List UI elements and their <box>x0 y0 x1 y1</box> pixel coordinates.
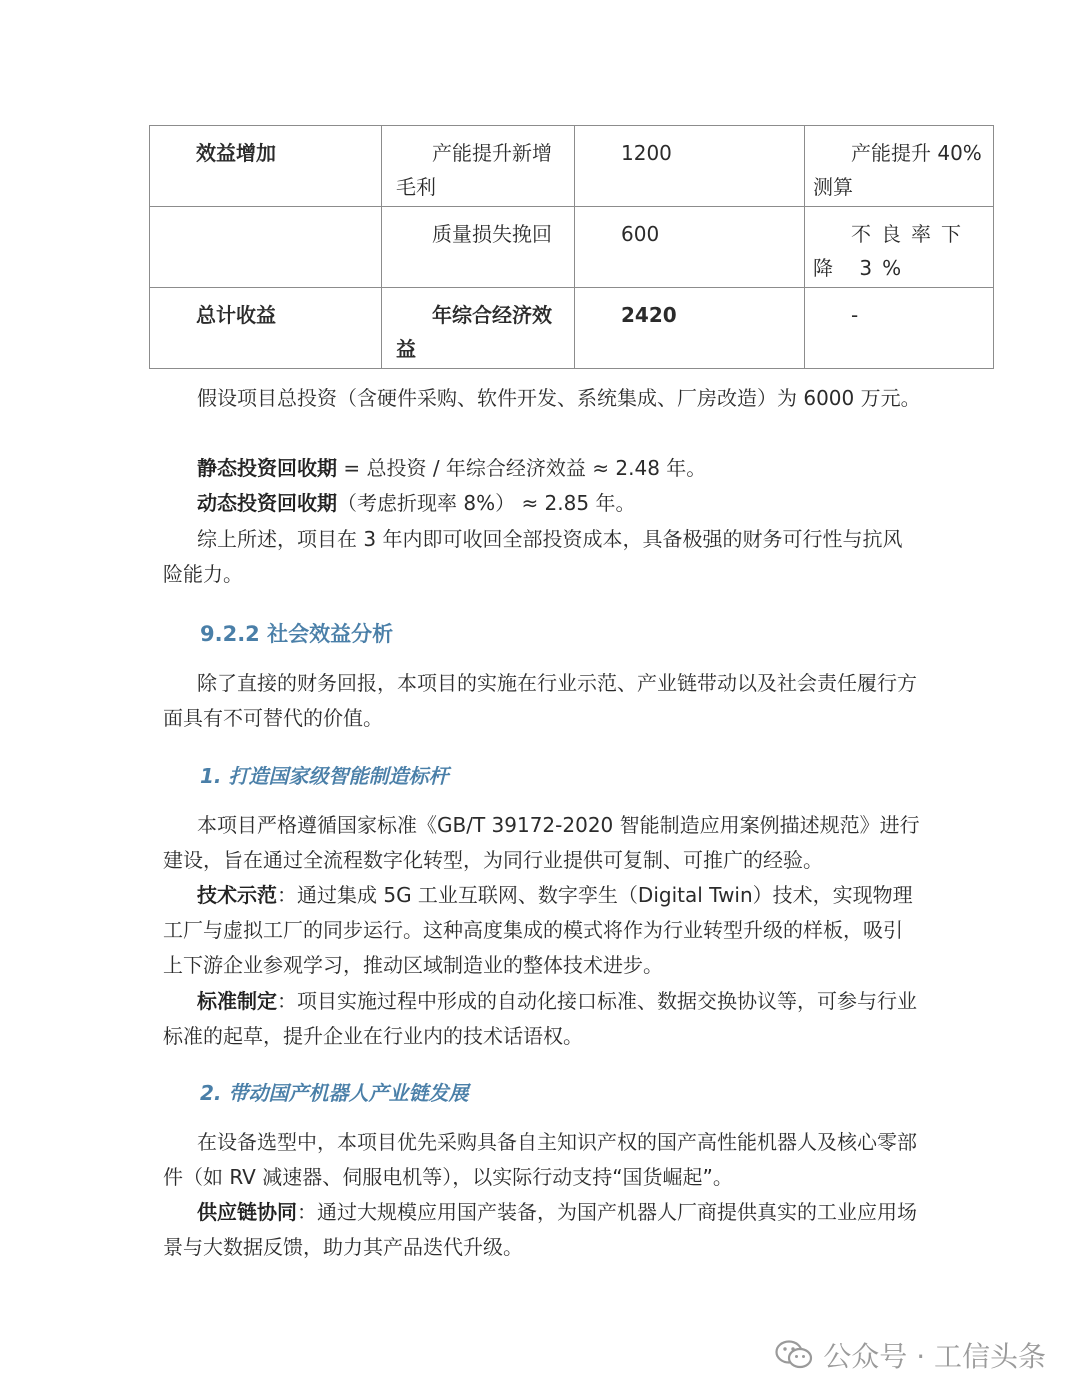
supply-chain-label: 供应链协同 <box>197 1200 297 1224</box>
standard-paragraph: 本项目严格遵循国家标准《GB/T 39172-2020 智能制造应用案例描述规范》进行建设，旨在通过全流程数字化转型，为同行业提供可复制、可推广的经验。 <box>163 813 920 872</box>
table-row <box>150 126 994 207</box>
table-cell-item: 质量损失挽回 <box>382 207 575 288</box>
static-payback-text: = 总投资 / 年综合经济效益 ≈ 2.48 年。 <box>337 456 707 480</box>
table-cell-category: 效益增加 <box>150 126 382 207</box>
static-payback-label: 静态投资回收期 <box>197 456 337 480</box>
tech-demo-text: ：通过集成 5G 工业互联网、数字孪生（Digital Twin）技术，实现物理工厂与虚拟工厂的同步运行。这种高度集成的模式将作为行业转型升级的样板，吸引上下游企业参观学习，推动区域制造业的整体技术进步。 <box>163 883 913 977</box>
standard-setting-paragraph <box>163 984 921 1054</box>
table-cell-item: 年综合经济效益 <box>382 288 575 369</box>
wechat-icon <box>775 1339 813 1371</box>
investment-paragraph: 假设项目总投资（含硬件采购、软件开发、系统集成、厂房改造）为 6000 万元。 <box>197 386 921 410</box>
watermark <box>775 1335 1046 1375</box>
dynamic-payback-paragraph <box>163 486 921 521</box>
table-cell-value: 600 <box>575 207 805 288</box>
supply-chain-paragraph <box>163 1195 921 1265</box>
table-cell-item: 产能提升新增毛利 <box>382 126 575 207</box>
dynamic-payback-text: （考虑折现率 8%） ≈ 2.85 年。 <box>337 491 636 515</box>
tech-demo-label: 技术示范 <box>197 883 277 907</box>
table-cell-value: 2420 <box>575 288 805 369</box>
table-row <box>150 207 994 288</box>
social-benefit-intro: 除了直接的财务回报，本项目的实施在行业示范、产业链带动以及社会责任履行方面具有不可替代的价值。 <box>163 671 917 730</box>
table-cell-value: 1200 <box>575 126 805 207</box>
tech-demo-paragraph <box>163 878 921 983</box>
summary-paragraph: 综上所述，项目在 3 年内即可收回全部投资成本，具备极强的财务可行性与抗风险能力。 <box>163 527 903 586</box>
table-row <box>150 288 994 369</box>
watermark-text: 公众号 · 工信头条 <box>823 1340 1046 1373</box>
standard-setting-label: 标准制定 <box>197 989 277 1013</box>
table-cell-note: 不良率下降 3% <box>805 207 994 288</box>
standard-setting-text: ：项目实施过程中形成的自动化接口标准、数据交换协议等，可参与行业标准的起草，提升企业在行业内的技术话语权。 <box>163 989 917 1048</box>
dynamic-payback-label: 动态投资回收期 <box>197 491 337 515</box>
benefit-table <box>149 125 994 369</box>
section-title: 9.2.2 社会效益分析 <box>200 622 394 646</box>
table-cell-category: 总计收益 <box>150 288 382 369</box>
subsection-title-1: 1. 打造国家级智能制造标杆 <box>200 764 449 788</box>
static-payback-paragraph <box>163 451 921 486</box>
supply-chain-text: ：通过大规模应用国产装备，为国产机器人厂商提供真实的工业应用场景与大数据反馈，助力其产品迭代升级。 <box>163 1200 917 1259</box>
equipment-paragraph: 在设备选型中，本项目优先采购具备自主知识产权的国产高性能机器人及核心零部件（如 RV 减速器、伺服电机等），以实际行动支持“国货崛起”。 <box>163 1130 917 1189</box>
table-cell-category <box>150 207 382 288</box>
table-cell-note: 产能提升 40%测算 <box>805 126 994 207</box>
table-cell-note: - <box>805 288 994 369</box>
subsection-title-2: 2. 带动国产机器人产业链发展 <box>200 1081 469 1105</box>
